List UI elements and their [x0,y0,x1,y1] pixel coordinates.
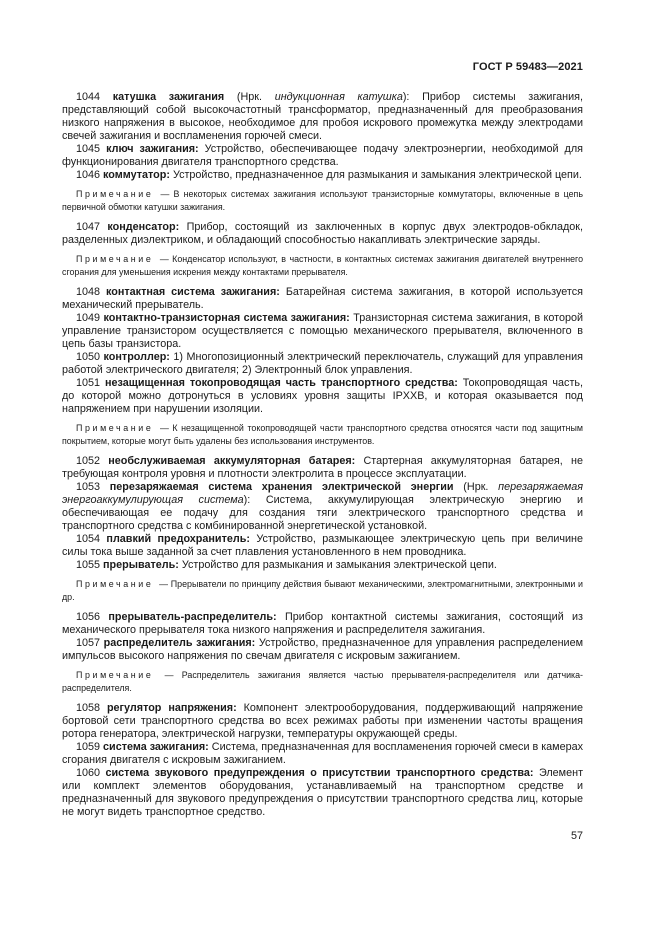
entry-definition: Устройство, размыкающее электрическую цепь при величине силы тока выше заданной за счет плавления установленного в нем проводника. [62,533,584,558]
entry-definition: Устройство, предназначенное для управления распределением импульсов высокого напряжения по свечам двигателя с искровым зажиганием. [62,637,583,662]
entry-number: 1048 [76,286,101,298]
entry-definition: Токопроводящая часть, до которой можно дотронуться в условиях уровня защиты IPXXB, и которая оказывается под напряжением при нарушении изоляции. [62,377,584,415]
entry-term: система зажигания: [103,741,209,753]
term-entry [62,533,583,559]
entry-definition: Батарейная система зажигания, в которой используется механический прерыватель. [62,286,584,311]
note-label: Примечание [76,254,154,264]
entry-definition: Устройство для размыкания и замыкания электрической цепи. [181,559,497,571]
non-recommended-term: индукционная катушка [274,91,403,103]
non-recommended-label: (Нрк. [463,481,489,493]
entry-definition: Компонент электрооборудования, поддерживающий напряжение бортовой сети транспортного средства во всех режимах работы при изменении частоты вращения ротора генератора, электрической нагрузки, температуры окружающей среды. [62,702,583,740]
entry-number: 1046 [76,169,101,181]
entry-number: 1056 [76,611,101,623]
page-number: 57 [570,830,583,842]
term-entry [62,702,583,741]
term-entry [62,143,583,169]
entry-definition: 1) Многопозиционный электрический переключатель, служащий для управления работой электрического двигателя; 2) Электронный блок управления. [62,351,583,376]
entry-number: 1057 [76,637,101,649]
note [62,578,583,604]
term-entry [62,312,583,351]
entry-term: перезаряжаемая система хранения электрической энергии [109,481,454,493]
entry-term: незащищенная токопроводящая часть транспортного средства: [104,377,458,389]
entry-term: коммутатор: [103,169,170,181]
term-entry [62,611,583,637]
entry-number: 1045 [76,143,101,155]
entry-term: система звукового предупреждения о присутствии транспортного средства: [105,767,534,779]
term-entry [62,169,583,182]
term-entry [62,637,583,663]
term-entry [62,91,583,143]
entry-number: 1053 [76,481,101,493]
entry-term: контактная система зажигания: [106,286,280,298]
entry-number: 1049 [76,312,101,324]
entry-definition: ): Система, аккумулирующая электрическую энергию и обеспечивающая ее подачу для создания тяги электрического транспортного средства и транспортного средства с комбинированной энергетической установкой. [62,494,583,532]
entry-number: 1060 [76,767,101,779]
term-entry [62,455,583,481]
term-entry [62,377,583,416]
entry-number: 1059 [76,741,101,753]
note [62,188,583,214]
note-label: Примечание [76,579,154,589]
entry-term: катушка зажигания [112,91,225,103]
entry-number: 1050 [76,351,101,363]
term-entry [62,767,583,819]
entry-term: регулятор напряжения: [106,702,237,714]
entry-definition: ): Прибор системы зажигания, представляющий собой высокочастотный трансформатор, предназначенный для преобразования низкого напряжения в высокое, необходимое для пробоя искрового промежутка между электродами свечей зажигания и воспламенения горючей смеси. [62,91,584,142]
entry-term: прерыватель: [103,559,179,571]
note-label: Примечание [76,189,154,199]
note [62,422,583,448]
entry-number: 1052 [76,455,101,467]
term-entry [62,286,583,312]
document-designation: ГОСТ Р 59483—2021 [472,61,583,73]
entry-number: 1044 [76,91,101,103]
entry-definition: Прибор контактной системы зажигания, состоящий из механического прерывателя тока низкого напряжения и распределителя зажигания. [62,611,584,636]
entry-term: ключ зажигания: [106,143,199,155]
entry-term: необслуживаемая аккумуляторная батарея: [108,455,356,467]
entry-definition: Транзисторная система зажигания, в которой управление транзистором осуществляется с помощью механического прерывателя, включенного в цепь базы транзистора. [62,312,584,350]
entry-definition: Прибор, состоящий из заключенных в корпус двух электродов-обкладок, разделенных диэлектриком, и обладающий способностью накапливать электрические заряды. [62,221,583,246]
entry-term: контроллер: [103,351,170,363]
entry-definition: Элемент или комплект элементов оборудования, устанавливаемый на транспортном средстве и предназначенный для звукового предупреждения о присутствии транспортного средства лиц, которые не могут видеть транспортное средство. [62,767,584,818]
note-label: Примечание [76,670,154,680]
entry-number: 1058 [76,702,101,714]
note-text: — К незащищенной токопроводящей части транспортного средства относятся части под защитным покрытием, которые могут быть удалены без использования инструментов. [62,423,583,446]
entry-term: распределитель зажигания: [103,637,256,649]
page-body [62,91,583,843]
note [62,253,583,279]
entry-definition: Система, предназначенная для воспламенения горючей смеси в камерах сгорания двигателя с искровым зажиганием. [62,741,584,766]
non-recommended-term: перезаряжаемая энергоаккумулирующая система [62,481,584,506]
entry-number: 1054 [76,533,101,545]
entry-term: плавкий предохранитель: [106,533,250,545]
term-entry [62,481,583,533]
non-recommended-label: (Нрк. [236,91,263,103]
entry-definition: Устройство, обеспечивающее подачу электроэнергии, необходимой для функционирования двигателя транспортного средства. [62,143,584,168]
note-label: Примечание [76,423,154,433]
entry-number: 1047 [76,221,101,233]
entry-term: контактно-транзисторная система зажигания: [103,312,350,324]
note-text: — Прерыватели по принципу действия бывают механическими, электромагнитными, электронными и др. [62,579,584,602]
term-entry [62,221,583,247]
note [62,669,583,695]
term-entry [62,741,583,767]
entry-number: 1055 [76,559,101,571]
entry-term: конденсатор: [107,221,180,233]
entry-term: прерыватель-распределитель: [108,611,277,623]
entry-definition: Устройство, предназначенное для размыкания и замыкания электрической цепи. [172,169,582,181]
term-entry [62,559,583,572]
entry-definition: Стартерная аккумуляторная батарея, не требующая контроля уровня и плотности электролита в процессе эксплуатации. [62,455,583,480]
note-text: — Конденсатор используют, в частности, в контактных системах зажигания двигателей внутреннего сгорания для уменьшения искрения между контактами прерывателя. [62,254,584,277]
note-text: — Распределитель зажигания является частью прерывателя-распределителя или датчика-распределителя. [62,670,584,693]
note-text: — В некоторых системах зажигания используют транзисторные коммутаторы, включенные в цепь первичной обмотки катушки зажигания. [62,189,583,212]
term-entry [62,351,583,377]
entry-number: 1051 [76,377,101,389]
